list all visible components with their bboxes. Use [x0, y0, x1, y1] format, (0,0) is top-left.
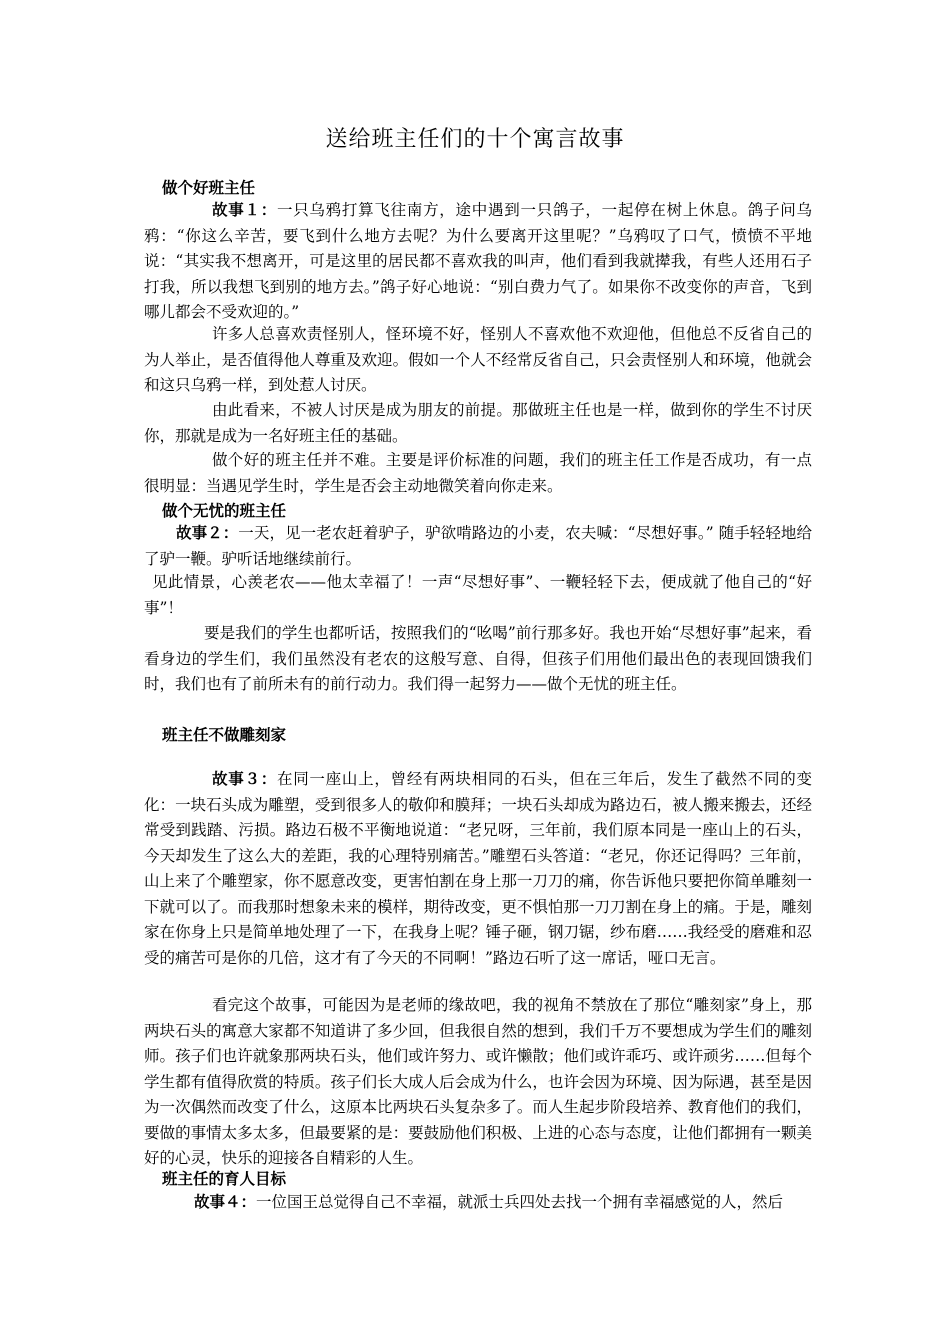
body-paragraph: 见此情景，心羡老农——他太幸福了！一声“尽想好事”、一鞭轻轻下去，便成就了他自己的“好事”！	[144, 573, 812, 617]
story-paragraph	[144, 198, 812, 326]
body-paragraph: 许多人总喜欢责怪别人，怪环境不好，怪别人不喜欢他不欢迎他，但他总不反省自己的为人举止，是否值得他人尊重及欢迎。假如一个人不经常反省自己，只会责怪别人和环境，他就会和这只乌鸦一样，到处惹人讨厌。	[144, 325, 812, 394]
story-label: 故事２：	[176, 524, 239, 542]
story-paragraph	[144, 521, 812, 572]
body-paragraph: 看完这个故事，可能因为是老师的缘故吧，我的视角不禁放在了那位“雕刻家”身上，那两块石头的寓意大家都不知道讲了多少回，但我很自然的想到，我们千万不要想成为学生们的雕刻师。孩子们也许就象那两块石头，他们或许努力、或许懒散；他们或许乖巧、或许顽劣……但每个学生都有值得欣赏的特质。孩子们长大成人后会成为什么，也许会因为环境、因为际遇，甚至是因为一次偶然而改变了什么，这原本比两块石头复杂多了。而人生起步阶段培养、教育他们的我们，要做的事情太多太多，但最要紧的是：要鼓励他们积极、上进的心态与态度，让他们都拥有一颗美好的心灵，快乐的迎接各自精彩的人生。	[144, 996, 812, 1167]
document-title: 送给班主任们的十个寓言故事	[325, 127, 625, 152]
story-label: 故事３：	[212, 770, 277, 788]
story-paragraph	[144, 1190, 812, 1216]
story-paragraph	[144, 767, 812, 971]
story-text: 一位国王总觉得自己不幸福，就派士兵四处去找一个拥有幸福感觉的人，然后	[256, 1193, 784, 1211]
body-paragraph: 由此看来，不被人讨厌是成为朋友的前提。那做班主任也是一样，做到你的学生不讨厌你，那就是成为一名好班主任的基础。	[144, 401, 812, 445]
story-label: 故事４：	[194, 1193, 257, 1211]
body-paragraph: 要是我们的学生也都听话，按照我们的“吆喝”前行那多好。我也开始“尽想好事”起来，看看身边的学生们，我们虽然没有老农的这般写意、自得，但孩子们用他们最出色的表现回馈我们时，我们也有了前所未有的前行动力。我们得一起努力——做个无忧的班主任。	[144, 624, 812, 693]
story-text: 一天，见一老农赶着驴子，驴欲啃路边的小麦，农夫喊：“尽想好事。” 随手轻轻地给了驴一鞭。驴听话地继续前行。	[144, 524, 812, 568]
story-text: 一只乌鸦打算飞往南方，途中遇到一只鸽子，一起停在树上休息。鸽子问乌鸦：“你这么辛苦，要飞到什么地方去呢？为什么要离开这里呢？”乌鸦叹了口气，愤愤不平地说：“其实我不想离开，可是这里的居民都不喜欢我的叫声，他们看到我就撵我，有些人还用石子打我，所以我想飞到别的地方去。”鸽子好心地说：“别白费力气了。如果你不改变你的声音，飞到哪儿都会不受欢迎的。”	[144, 201, 812, 321]
section-heading: 做个好班主任	[162, 179, 256, 197]
section-heading: 班主任的育人目标	[162, 1170, 287, 1188]
section-heading: 做个无忧的班主任	[162, 502, 287, 520]
body-paragraph: 做个好的班主任并不难。主要是评价标准的问题，我们的班主任工作是否成功，有一点很明显：当遇见学生时，学生是否会主动地微笑着向你走来。	[144, 451, 812, 495]
story-label: 故事１：	[212, 201, 277, 219]
section-heading: 班主任不做雕刻家	[162, 726, 287, 744]
story-text: 在同一座山上，曾经有两块相同的石头，但在三年后，发生了截然不同的变化：一块石头成为雕塑，受到很多人的敬仰和膜拜；一块石头却成为路边石，被人搬来搬去，还经常受到践踏、污损。路边石极不平衡地说道：“老兄呀，三年前，我们原本同是一座山上的石头，今天却发生了这么大的差距，我的心理特别痛苦。”雕塑石头答道：“老兄，你还记得吗？三年前，山上来了个雕塑家，你不愿意改变，更害怕割在身上那一刀刀的痛，你告诉他只要把你简单雕刻一下就可以了。而我那时想象未来的模样，期待改变，更不惧怕那一刀刀割在身上的痛。于是，雕刻家在你身上只是简单地处理了一下，在我身上呢？锤子砸，钢刀锯，纱布磨……我经受的磨难和忍受的痛苦可是你的几倍，这才有了今天的不同啊！”路边石听了这一席话，哑口无言。	[144, 770, 812, 967]
